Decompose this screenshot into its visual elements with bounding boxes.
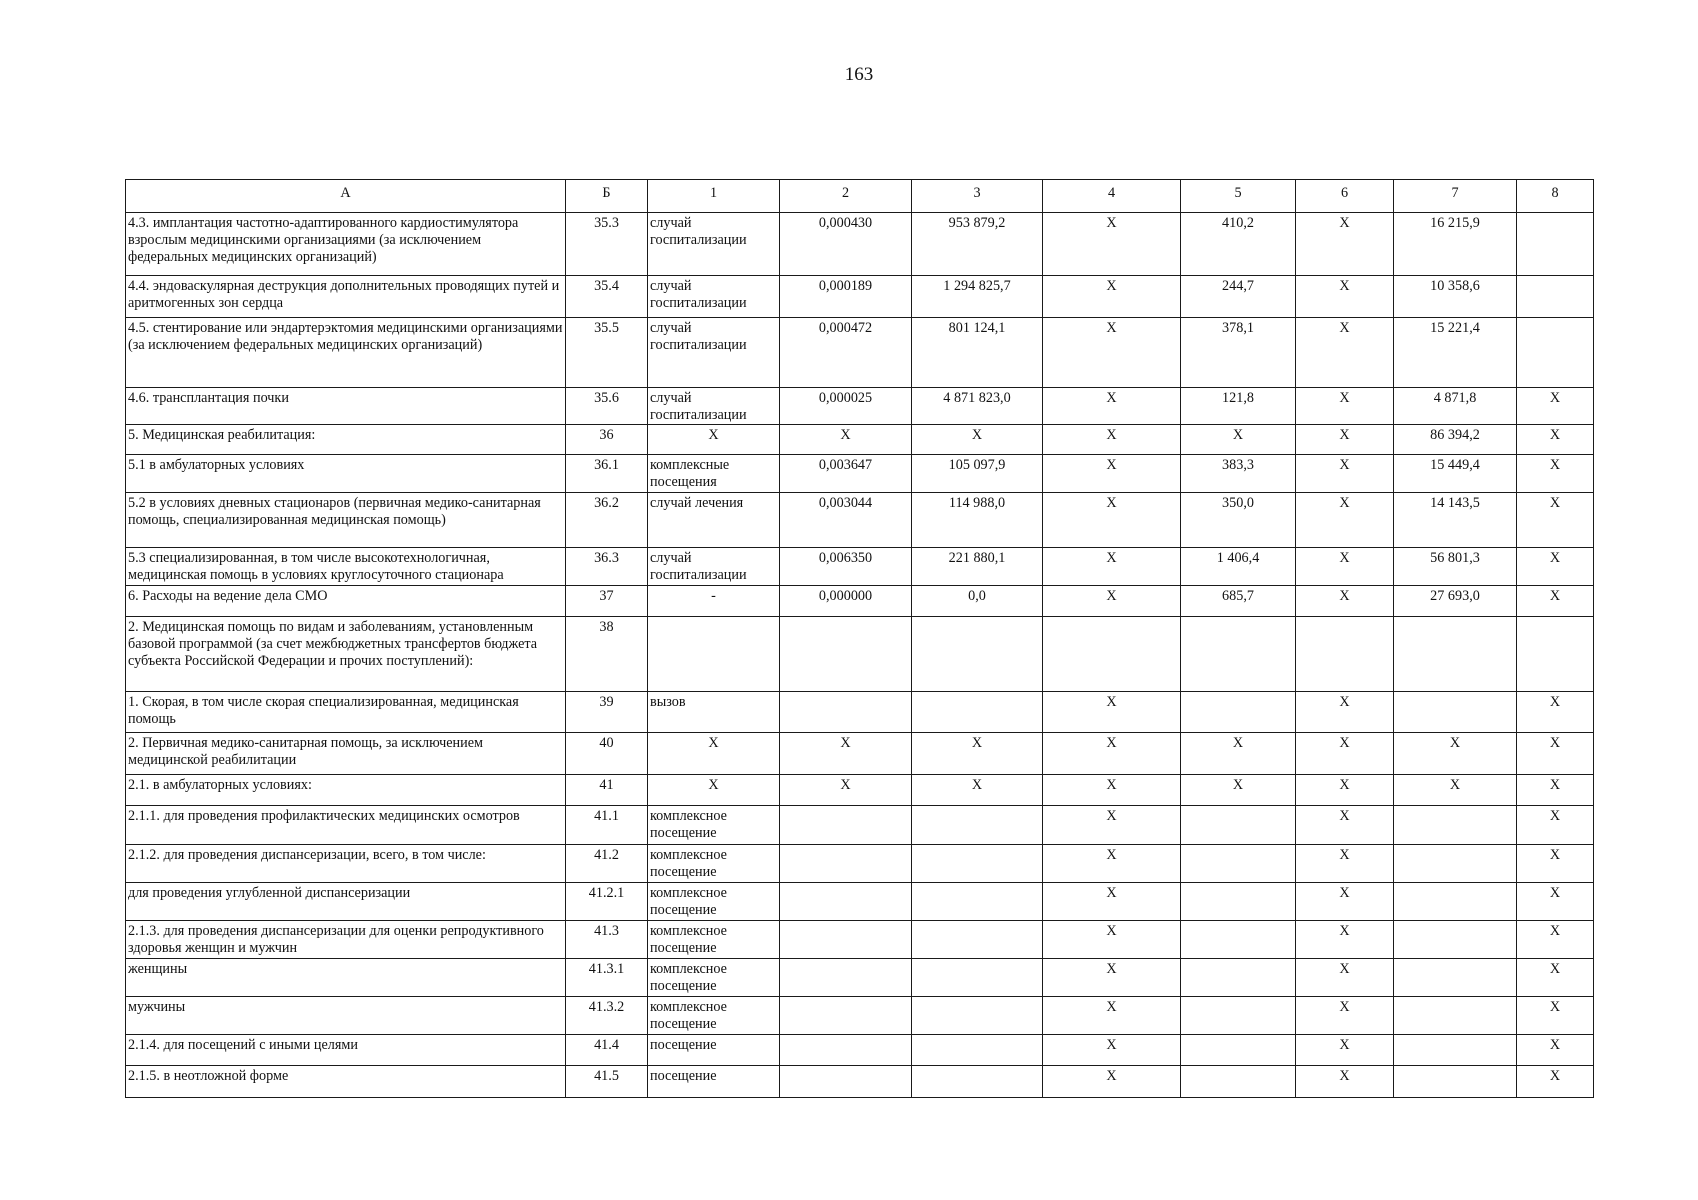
cell-col-3: 801 124,1 (912, 318, 1043, 388)
cell-row-number: 41.1 (566, 806, 648, 845)
cell-col-8 (1517, 213, 1594, 276)
cell-col-5 (1181, 1066, 1296, 1098)
cell-indicator: 5.3 специализированная, в том числе высокотехнологичная, медицинская помощь в условиях круглосуточного стационара (126, 548, 566, 586)
cell-unit: вызов (648, 692, 780, 733)
header-cell-7: 7 (1394, 180, 1517, 213)
cell-row-number: 38 (566, 617, 648, 692)
cell-col-6: X (1296, 213, 1394, 276)
cell-col-3 (912, 1066, 1043, 1098)
table-row (126, 692, 1594, 733)
table-row (126, 213, 1594, 276)
table-row (126, 455, 1594, 493)
cell-col-5 (1181, 845, 1296, 883)
cell-col-3 (912, 883, 1043, 921)
cell-col-2: 0,000189 (780, 276, 912, 318)
cell-col-3 (912, 845, 1043, 883)
cell-col-6: X (1296, 997, 1394, 1035)
cell-col-6: X (1296, 586, 1394, 617)
cell-col-4: X (1043, 318, 1181, 388)
cell-col-6: X (1296, 1035, 1394, 1066)
cell-row-number: 36.2 (566, 493, 648, 548)
cell-unit (648, 617, 780, 692)
cell-col-8: X (1517, 455, 1594, 493)
cell-row-number: 41.3.2 (566, 997, 648, 1035)
cell-col-3: 0,0 (912, 586, 1043, 617)
cell-col-4: X (1043, 213, 1181, 276)
cell-col-6: X (1296, 548, 1394, 586)
cell-col-8: X (1517, 775, 1594, 806)
cell-col-2: 0,000430 (780, 213, 912, 276)
cell-row-number: 41.4 (566, 1035, 648, 1066)
cell-col-7: X (1394, 733, 1517, 775)
cell-col-6: X (1296, 1066, 1394, 1098)
cell-col-5: 121,8 (1181, 388, 1296, 425)
cell-col-8: X (1517, 425, 1594, 455)
cell-col-8: X (1517, 1066, 1594, 1098)
cell-indicator: 4.5. стентирование или эндартерэктомия медицинскими организациями (за исключением федеральных медицинских организаций) (126, 318, 566, 388)
cell-unit: X (648, 425, 780, 455)
cell-row-number: 35.4 (566, 276, 648, 318)
cell-col-3 (912, 692, 1043, 733)
cell-col-5: 685,7 (1181, 586, 1296, 617)
cell-col-7: 14 143,5 (1394, 493, 1517, 548)
cell-col-2: 0,003647 (780, 455, 912, 493)
cell-col-8 (1517, 617, 1594, 692)
cell-col-3 (912, 806, 1043, 845)
header-cell-4: 4 (1043, 180, 1181, 213)
cell-col-5: X (1181, 425, 1296, 455)
table-row (126, 921, 1594, 959)
cell-col-5: X (1181, 775, 1296, 806)
table-row (126, 959, 1594, 997)
cell-indicator: 2.1. в амбулаторных условиях: (126, 775, 566, 806)
header-cell-5: 5 (1181, 180, 1296, 213)
cell-col-3: 953 879,2 (912, 213, 1043, 276)
table-row (126, 845, 1594, 883)
cell-row-number: 36 (566, 425, 648, 455)
cell-col-7: 86 394,2 (1394, 425, 1517, 455)
cell-col-5: 1 406,4 (1181, 548, 1296, 586)
cell-col-5: 383,3 (1181, 455, 1296, 493)
cell-row-number: 35.5 (566, 318, 648, 388)
cell-col-8: X (1517, 959, 1594, 997)
cell-row-number: 41.5 (566, 1066, 648, 1098)
cell-col-4: X (1043, 586, 1181, 617)
cell-col-5: 410,2 (1181, 213, 1296, 276)
cell-col-7: 10 358,6 (1394, 276, 1517, 318)
cell-col-5: X (1181, 733, 1296, 775)
cell-row-number: 39 (566, 692, 648, 733)
cell-col-4: X (1043, 692, 1181, 733)
cell-col-8 (1517, 318, 1594, 388)
cell-col-4: X (1043, 276, 1181, 318)
cell-col-2: X (780, 425, 912, 455)
cell-col-5 (1181, 1035, 1296, 1066)
cell-col-8: X (1517, 921, 1594, 959)
cell-col-8: X (1517, 586, 1594, 617)
cell-col-7 (1394, 845, 1517, 883)
cell-col-2 (780, 1066, 912, 1098)
cell-row-number: 41.3.1 (566, 959, 648, 997)
header-cell-2: 2 (780, 180, 912, 213)
header-cell-6: 6 (1296, 180, 1394, 213)
cell-col-5 (1181, 883, 1296, 921)
cell-col-4: X (1043, 1066, 1181, 1098)
cell-col-8: X (1517, 845, 1594, 883)
cell-col-4: X (1043, 959, 1181, 997)
cell-col-3: X (912, 425, 1043, 455)
cell-indicator: 1. Скорая, в том числе скорая специализированная, медицинская помощь (126, 692, 566, 733)
cell-indicator: 2. Медицинская помощь по видам и заболеваниям, установленным базовой программой (за счет межбюджетных трансфертов бюджета субъекта Российской Федерации и прочих поступлений): (126, 617, 566, 692)
cell-col-7 (1394, 692, 1517, 733)
cell-col-4: X (1043, 455, 1181, 493)
cell-col-4: X (1043, 997, 1181, 1035)
cell-col-2: 0,000472 (780, 318, 912, 388)
cell-col-4: X (1043, 733, 1181, 775)
cell-col-2 (780, 692, 912, 733)
cell-col-3: X (912, 733, 1043, 775)
cell-col-5: 350,0 (1181, 493, 1296, 548)
cell-col-4: X (1043, 388, 1181, 425)
cell-indicator: 2.1.4. для посещений с иными целями (126, 1035, 566, 1066)
cell-col-3: 114 988,0 (912, 493, 1043, 548)
cell-col-7: 27 693,0 (1394, 586, 1517, 617)
cell-col-2 (780, 1035, 912, 1066)
cell-col-6: X (1296, 455, 1394, 493)
table-row (126, 586, 1594, 617)
table-row (126, 1035, 1594, 1066)
cell-col-4: X (1043, 883, 1181, 921)
cell-col-6: X (1296, 845, 1394, 883)
cell-indicator: женщины (126, 959, 566, 997)
cell-unit: комплексное посещение (648, 959, 780, 997)
cell-col-8: X (1517, 548, 1594, 586)
cell-unit: случай госпитализации (648, 388, 780, 425)
cell-col-6: X (1296, 733, 1394, 775)
cell-col-2: 0,003044 (780, 493, 912, 548)
cell-col-6: X (1296, 806, 1394, 845)
table-row (126, 997, 1594, 1035)
cell-indicator: 4.4. эндоваскулярная деструкция дополнительных проводящих путей и аритмогенных зон сердца (126, 276, 566, 318)
table-row (126, 276, 1594, 318)
cell-col-4: X (1043, 548, 1181, 586)
table-body (126, 213, 1594, 1098)
cell-col-2 (780, 883, 912, 921)
cell-col-2: 0,000000 (780, 586, 912, 617)
cell-col-7 (1394, 997, 1517, 1035)
table-header-row (126, 180, 1594, 213)
cell-col-8: X (1517, 692, 1594, 733)
cell-indicator: 2.1.2. для проведения диспансеризации, всего, в том числе: (126, 845, 566, 883)
cell-col-7: 16 215,9 (1394, 213, 1517, 276)
cell-indicator: 4.3. имплантация частотно-адаптированного кардиостимулятора взрослым медицинскими организациями (за исключением федеральных медицинских организаций) (126, 213, 566, 276)
cell-indicator: 6. Расходы на ведение дела СМО (126, 586, 566, 617)
cell-row-number: 41.2.1 (566, 883, 648, 921)
cell-col-6: X (1296, 775, 1394, 806)
cell-unit: комплексное посещение (648, 921, 780, 959)
cell-col-5 (1181, 997, 1296, 1035)
table-row (126, 425, 1594, 455)
header-cell-b: Б (566, 180, 648, 213)
cell-col-7 (1394, 883, 1517, 921)
cell-unit: X (648, 733, 780, 775)
cell-col-6 (1296, 617, 1394, 692)
table-row (126, 493, 1594, 548)
cell-indicator: 4.6. трансплантация почки (126, 388, 566, 425)
cell-indicator: 2.1.5. в неотложной форме (126, 1066, 566, 1098)
cell-indicator: 5. Медицинская реабилитация: (126, 425, 566, 455)
cell-col-8 (1517, 276, 1594, 318)
cell-col-6: X (1296, 921, 1394, 959)
cell-col-3: 221 880,1 (912, 548, 1043, 586)
table-row (126, 548, 1594, 586)
cell-col-6: X (1296, 692, 1394, 733)
cell-unit: случай госпитализации (648, 548, 780, 586)
table-row (126, 1066, 1594, 1098)
cell-col-2 (780, 959, 912, 997)
cell-col-8: X (1517, 997, 1594, 1035)
table-row (126, 806, 1594, 845)
cell-col-4: X (1043, 493, 1181, 548)
cell-col-3 (912, 959, 1043, 997)
cell-col-7 (1394, 617, 1517, 692)
cell-col-2 (780, 806, 912, 845)
cell-indicator: 2.1.1. для проведения профилактических медицинских осмотров (126, 806, 566, 845)
table-row (126, 617, 1594, 692)
cell-col-5 (1181, 806, 1296, 845)
cell-col-4: X (1043, 775, 1181, 806)
cell-unit: комплексное посещение (648, 883, 780, 921)
cell-row-number: 40 (566, 733, 648, 775)
cell-unit: случай госпитализации (648, 318, 780, 388)
header-cell-3: 3 (912, 180, 1043, 213)
cell-col-7 (1394, 959, 1517, 997)
cell-unit: случай госпитализации (648, 276, 780, 318)
cell-unit: X (648, 775, 780, 806)
cell-col-3: 105 097,9 (912, 455, 1043, 493)
table-row (126, 318, 1594, 388)
cell-col-7 (1394, 806, 1517, 845)
data-table (125, 179, 1594, 1098)
cell-indicator: для проведения углубленной диспансеризации (126, 883, 566, 921)
page-number: 163 (844, 64, 874, 85)
cell-col-8: X (1517, 806, 1594, 845)
cell-col-7 (1394, 921, 1517, 959)
cell-unit: случай лечения (648, 493, 780, 548)
cell-col-4: X (1043, 921, 1181, 959)
cell-col-5 (1181, 617, 1296, 692)
cell-col-8: X (1517, 493, 1594, 548)
cell-unit: посещение (648, 1035, 780, 1066)
cell-col-2 (780, 617, 912, 692)
header-cell-1: 1 (648, 180, 780, 213)
cell-unit: - (648, 586, 780, 617)
cell-col-3: 4 871 823,0 (912, 388, 1043, 425)
cell-row-number: 41.3 (566, 921, 648, 959)
cell-col-7 (1394, 1035, 1517, 1066)
cell-col-3 (912, 997, 1043, 1035)
cell-col-2: X (780, 733, 912, 775)
cell-col-7 (1394, 1066, 1517, 1098)
cell-col-4 (1043, 617, 1181, 692)
cell-col-5: 244,7 (1181, 276, 1296, 318)
cell-col-3 (912, 617, 1043, 692)
cell-col-6: X (1296, 425, 1394, 455)
cell-col-5 (1181, 692, 1296, 733)
cell-col-6: X (1296, 959, 1394, 997)
cell-col-5 (1181, 959, 1296, 997)
cell-row-number: 37 (566, 586, 648, 617)
cell-col-5: 378,1 (1181, 318, 1296, 388)
cell-unit: посещение (648, 1066, 780, 1098)
cell-col-6: X (1296, 318, 1394, 388)
cell-col-3: X (912, 775, 1043, 806)
cell-col-4: X (1043, 425, 1181, 455)
cell-indicator: 2.1.3. для проведения диспансеризации для оценки репродуктивного здоровья женщин и мужчин (126, 921, 566, 959)
cell-col-4: X (1043, 806, 1181, 845)
cell-col-2 (780, 997, 912, 1035)
cell-col-8: X (1517, 883, 1594, 921)
header-cell-8: 8 (1517, 180, 1594, 213)
cell-col-2 (780, 845, 912, 883)
cell-col-2: 0,000025 (780, 388, 912, 425)
cell-indicator: 5.2 в условиях дневных стационаров (первичная медико-санитарная помощь, специализированная медицинская помощь) (126, 493, 566, 548)
cell-col-7: 4 871,8 (1394, 388, 1517, 425)
cell-indicator: 2. Первичная медико-санитарная помощь, за исключением медицинской реабилитации (126, 733, 566, 775)
cell-col-8: X (1517, 733, 1594, 775)
cell-unit: комплексное посещение (648, 845, 780, 883)
cell-col-8: X (1517, 388, 1594, 425)
cell-col-2: 0,006350 (780, 548, 912, 586)
cell-col-8: X (1517, 1035, 1594, 1066)
cell-col-4: X (1043, 845, 1181, 883)
cell-row-number: 36.1 (566, 455, 648, 493)
table-row (126, 883, 1594, 921)
header-cell-a: А (126, 180, 566, 213)
cell-col-7: 56 801,3 (1394, 548, 1517, 586)
cell-row-number: 35.6 (566, 388, 648, 425)
cell-col-6: X (1296, 493, 1394, 548)
table-row (126, 733, 1594, 775)
cell-col-2 (780, 921, 912, 959)
cell-indicator: мужчины (126, 997, 566, 1035)
cell-col-7: 15 221,4 (1394, 318, 1517, 388)
cell-col-6: X (1296, 388, 1394, 425)
cell-unit: случай госпитализации (648, 213, 780, 276)
cell-unit: комплексное посещение (648, 806, 780, 845)
cell-row-number: 35.3 (566, 213, 648, 276)
table-row (126, 775, 1594, 806)
table-row (126, 388, 1594, 425)
cell-unit: комплексное посещение (648, 997, 780, 1035)
cell-col-6: X (1296, 276, 1394, 318)
cell-row-number: 41 (566, 775, 648, 806)
cell-row-number: 41.2 (566, 845, 648, 883)
cell-unit: комплексные посещения (648, 455, 780, 493)
cell-col-2: X (780, 775, 912, 806)
cell-indicator: 5.1 в амбулаторных условиях (126, 455, 566, 493)
cell-col-3: 1 294 825,7 (912, 276, 1043, 318)
cell-col-3 (912, 921, 1043, 959)
cell-col-5 (1181, 921, 1296, 959)
cell-col-3 (912, 1035, 1043, 1066)
cell-col-6: X (1296, 883, 1394, 921)
cell-col-7: X (1394, 775, 1517, 806)
cell-col-7: 15 449,4 (1394, 455, 1517, 493)
cell-row-number: 36.3 (566, 548, 648, 586)
cell-col-4: X (1043, 1035, 1181, 1066)
